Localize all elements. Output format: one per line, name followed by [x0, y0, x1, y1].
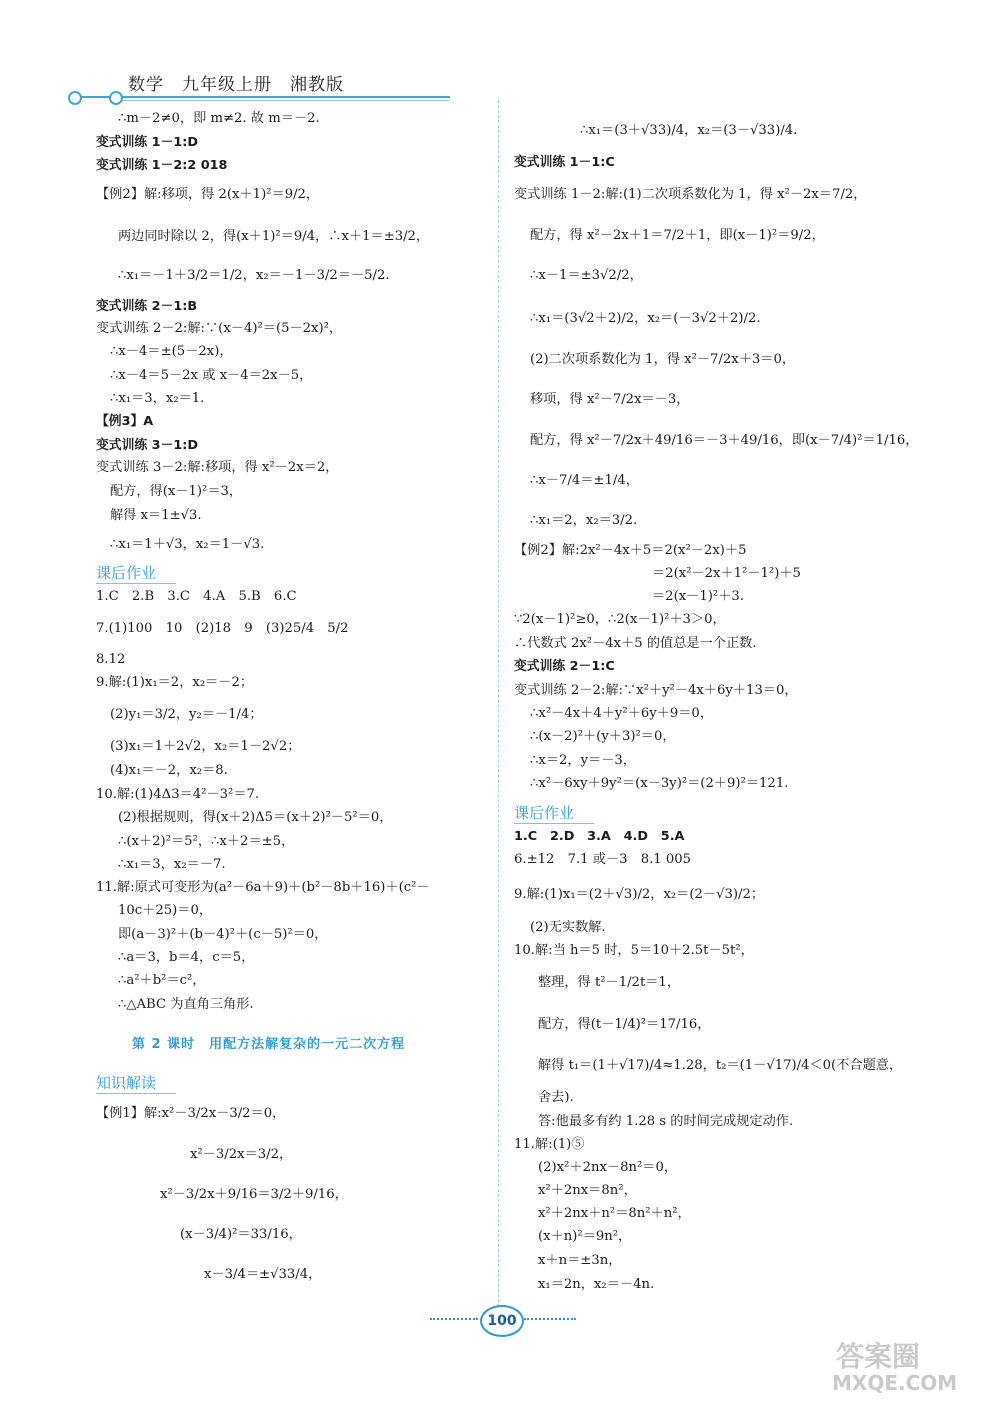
- text-line: 变式训练 1－2:解:(1)二次项系数化为 1，得 x²－2x＝7/2，: [514, 187, 867, 202]
- text-line: 11.解:(1)⑤: [514, 1137, 585, 1152]
- text-line: ∴x－4＝5－2x 或 x－4＝2x－5，: [110, 368, 313, 383]
- section-underline: [96, 1093, 176, 1094]
- text-line: 变式训练 2－2:解:∵x²＋y²－4x＋6y＋13＝0，: [514, 683, 798, 698]
- text-line: 变式训练 2－1:C: [514, 659, 615, 674]
- text-line: 答:他最多有约 1.28 s 的时间完成规定动作.: [538, 1114, 794, 1129]
- watermark-bottom-text: MXQE.COM: [832, 1371, 958, 1394]
- text-line: ∴x－4＝±(5－2x)，: [110, 344, 233, 359]
- text-line: ∴△ABC 为直角三角形.: [118, 997, 254, 1012]
- text-line: ∴x₁＝－1＋3/2＝1/2，x₂＝－1－3/2＝－5/2.: [118, 268, 390, 283]
- text-line: ∴x₁＝1＋√3，x₂＝1－√3.: [110, 537, 265, 552]
- text-line: 两边同时除以 2，得(x＋1)²＝9/4，∴x＋1＝±3/2，: [118, 229, 430, 244]
- watermark-top-text: 答案圈: [836, 1340, 921, 1373]
- text-line: 【例3】A: [96, 414, 154, 429]
- text-line: ∴x₁＝3，x₂＝－7.: [118, 857, 226, 872]
- text-line: 变式训练 1－2:2 018: [96, 158, 228, 173]
- text-line: 9.解:(1)x₁＝(2＋√3)/2，x₂＝(2－√3)/2；: [514, 887, 765, 902]
- text-line: ＝2(x²－2x＋1²－1²)＋5: [652, 566, 801, 581]
- text-line: 10c＋25)＝0，: [118, 903, 213, 918]
- text-line: 舍去).: [538, 1090, 574, 1105]
- text-line: 配方，得 x²－7/2x＋49/16＝－3＋49/16，即(x－7/4)²＝1/16，: [530, 433, 919, 448]
- text-line: (2)x²＋2nx－8n²＝0，: [538, 1160, 678, 1175]
- text-line: 变式训练 2－1:B: [96, 299, 198, 314]
- text-line: ∴x₁＝(3√2＋2)/2，x₂＝(－3√2＋2)/2.: [530, 311, 761, 326]
- text-line: ∴x₁＝2，x₂＝3/2.: [530, 513, 638, 528]
- text-line: ∴x²－4x＋4＋y²＋6y＋9＝0，: [530, 706, 714, 721]
- text-line: 【例1】解:x²－3/2x－3/2＝0，: [96, 1106, 286, 1121]
- text-line: (3)x₁＝1＋2√2，x₂＝1－2√2；: [110, 739, 301, 754]
- text-line: (4)x₁＝－2，x₂＝8.: [110, 763, 228, 778]
- header-dot-icon: [68, 91, 82, 105]
- header-rule-thin: [120, 100, 450, 101]
- text-line: 9.解:(1)x₁＝2，x₂＝－2；: [96, 675, 254, 690]
- text-line: 8.12: [96, 652, 126, 667]
- text-line: x²－3/2x＝3/2，: [190, 1147, 293, 1162]
- text-line: ∴a²＋b²＝c²，: [118, 973, 206, 988]
- text-line: ∴代数式 2x²－4x＋5 的值总是一个正数.: [514, 636, 757, 651]
- section-underline: [514, 823, 594, 824]
- text-line: 变式训练 1－1:C: [514, 155, 615, 170]
- text-line: x＋n＝±3n，: [538, 1253, 622, 1268]
- text-line: x₁＝2n，x₂＝－4n.: [538, 1277, 655, 1292]
- text-line: 10.解:当 h＝5 时，5＝10＋2.5t－5t²，: [514, 943, 754, 958]
- text-line: (2)根据规则，得(x＋2)Δ5＝(x＋2)²－5²＝0，: [118, 810, 393, 825]
- section-title-homework: 课后作业: [96, 564, 157, 582]
- text-line: 移项，得 x²－7/2x＝－3，: [530, 392, 690, 407]
- text-line: x²＋2nx＝8n²，: [538, 1183, 637, 1198]
- text-line: ∴m－2≠0，即 m≠2. 故 m＝－2.: [118, 111, 320, 126]
- text-line: ∴x₁＝(3＋√33)/4，x₂＝(3－√33)/4.: [580, 123, 798, 138]
- text-line: ∴x²－6xy＋9y²＝(x－3y)²＝(2＋9)²＝121.: [530, 776, 789, 791]
- text-line: (x－3/4)²＝33/16，: [180, 1227, 302, 1242]
- header-rule: [72, 96, 450, 98]
- text-line: x²＋2nx＋n²＝8n²＋n²，: [538, 1206, 691, 1221]
- text-line: 11.解:原式可变形为(a²－6a＋9)＋(b²－8b＋16)＋(c²－: [96, 880, 430, 895]
- text-line: (x＋n)²＝9n²，: [538, 1229, 632, 1244]
- text-line: 配方，得(x－1)²＝3，: [110, 484, 243, 499]
- text-line: 配方，得 x²－2x＋1＝7/2＋1，即(x－1)²＝9/2，: [530, 228, 825, 243]
- text-line: 变式训练 1－1:D: [96, 135, 198, 150]
- text-line: x²－3/2x＋9/16＝3/2＋9/16，: [160, 1187, 348, 1202]
- footer-dots-left: [430, 1318, 478, 1320]
- text-line: 6.±12 7.1 或－3 8.1 005: [514, 852, 692, 867]
- text-line: ＝2(x－1)²＋3.: [652, 589, 744, 604]
- text-line: ∴x－1＝±3√2/2，: [530, 268, 643, 283]
- lesson-title: 第 2 课时 用配方法解复杂的一元二次方程: [132, 1037, 406, 1052]
- text-line: ∴a＝3，b＝4，c＝5，: [118, 950, 255, 965]
- text-line: 变式训练 2－2:解:∵(x－4)²＝(5－2x)²，: [96, 321, 343, 336]
- text-line: 解得 t₁＝(1＋√17)/4≈1.28，t₂＝(1－√17)/4＜0(不合题意，: [538, 1058, 903, 1073]
- text-line: 1.C 2.D 3.A 4.D 5.A: [514, 829, 685, 844]
- text-line: (2)二次项系数化为 1，得 x²－7/2x＋3＝0，: [530, 352, 796, 367]
- text-line: ∴x－7/4＝±1/4，: [530, 473, 639, 488]
- text-line: ∴(x－2)²＋(y＋3)²＝0，: [530, 729, 676, 744]
- text-line: 【例2】解:2x²－4x＋5＝2(x²－2x)＋5: [514, 543, 747, 558]
- text-line: 整理，得 t²－1/2t＝1，: [538, 975, 681, 990]
- text-line: (2)无实数解.: [530, 920, 606, 935]
- header-dot-icon: [109, 91, 123, 105]
- text-line: 解得 x＝1±√3.: [110, 508, 202, 523]
- text-line: ∴x＝2，y＝－3，: [530, 753, 636, 768]
- text-line: ∴(x＋2)²＝5²，∴x＋2＝±5，: [118, 834, 295, 849]
- running-header: 数学 九年级上册 湘教版: [128, 75, 344, 95]
- text-line: 变式训练 3－1:D: [96, 438, 198, 453]
- section-title-knowledge: 知识解读: [96, 1074, 157, 1092]
- column-divider: [498, 100, 499, 1322]
- text-line: (2)y₁＝3/2，y₂＝－1/4；: [110, 707, 263, 722]
- page-number: 100: [480, 1305, 524, 1337]
- footer-dots-right: [524, 1318, 576, 1320]
- text-line: 变式训练 3－2:解:移项，得 x²－2x＝2，: [96, 460, 339, 475]
- text-line: x－3/4＝±√33/4，: [204, 1267, 322, 1282]
- text-line: 即(a－3)²＋(b－4)²＋(c－5)²＝0，: [118, 927, 328, 942]
- section-title-homework: 课后作业: [514, 804, 575, 822]
- text-line: 【例2】解:移项，得 2(x＋1)²＝9/2，: [96, 187, 320, 202]
- text-line: 1.C 2.B 3.C 4.A 5.B 6.C: [96, 589, 297, 604]
- text-line: ∴x₁＝3，x₂＝1.: [110, 391, 205, 406]
- section-underline: [96, 583, 176, 584]
- watermark-logo: [826, 1336, 986, 1394]
- text-line: 7.(1)100 10 (2)18 9 (3)25/4 5/2: [96, 621, 349, 636]
- text-line: 10.解:(1)4Δ3＝4²－3²＝7.: [96, 787, 260, 802]
- text-line: 配方，得(t－1/4)²＝17/16，: [538, 1017, 711, 1032]
- text-line: ∵2(x－1)²≥0，∴2(x－1)²＋3＞0，: [514, 612, 726, 627]
